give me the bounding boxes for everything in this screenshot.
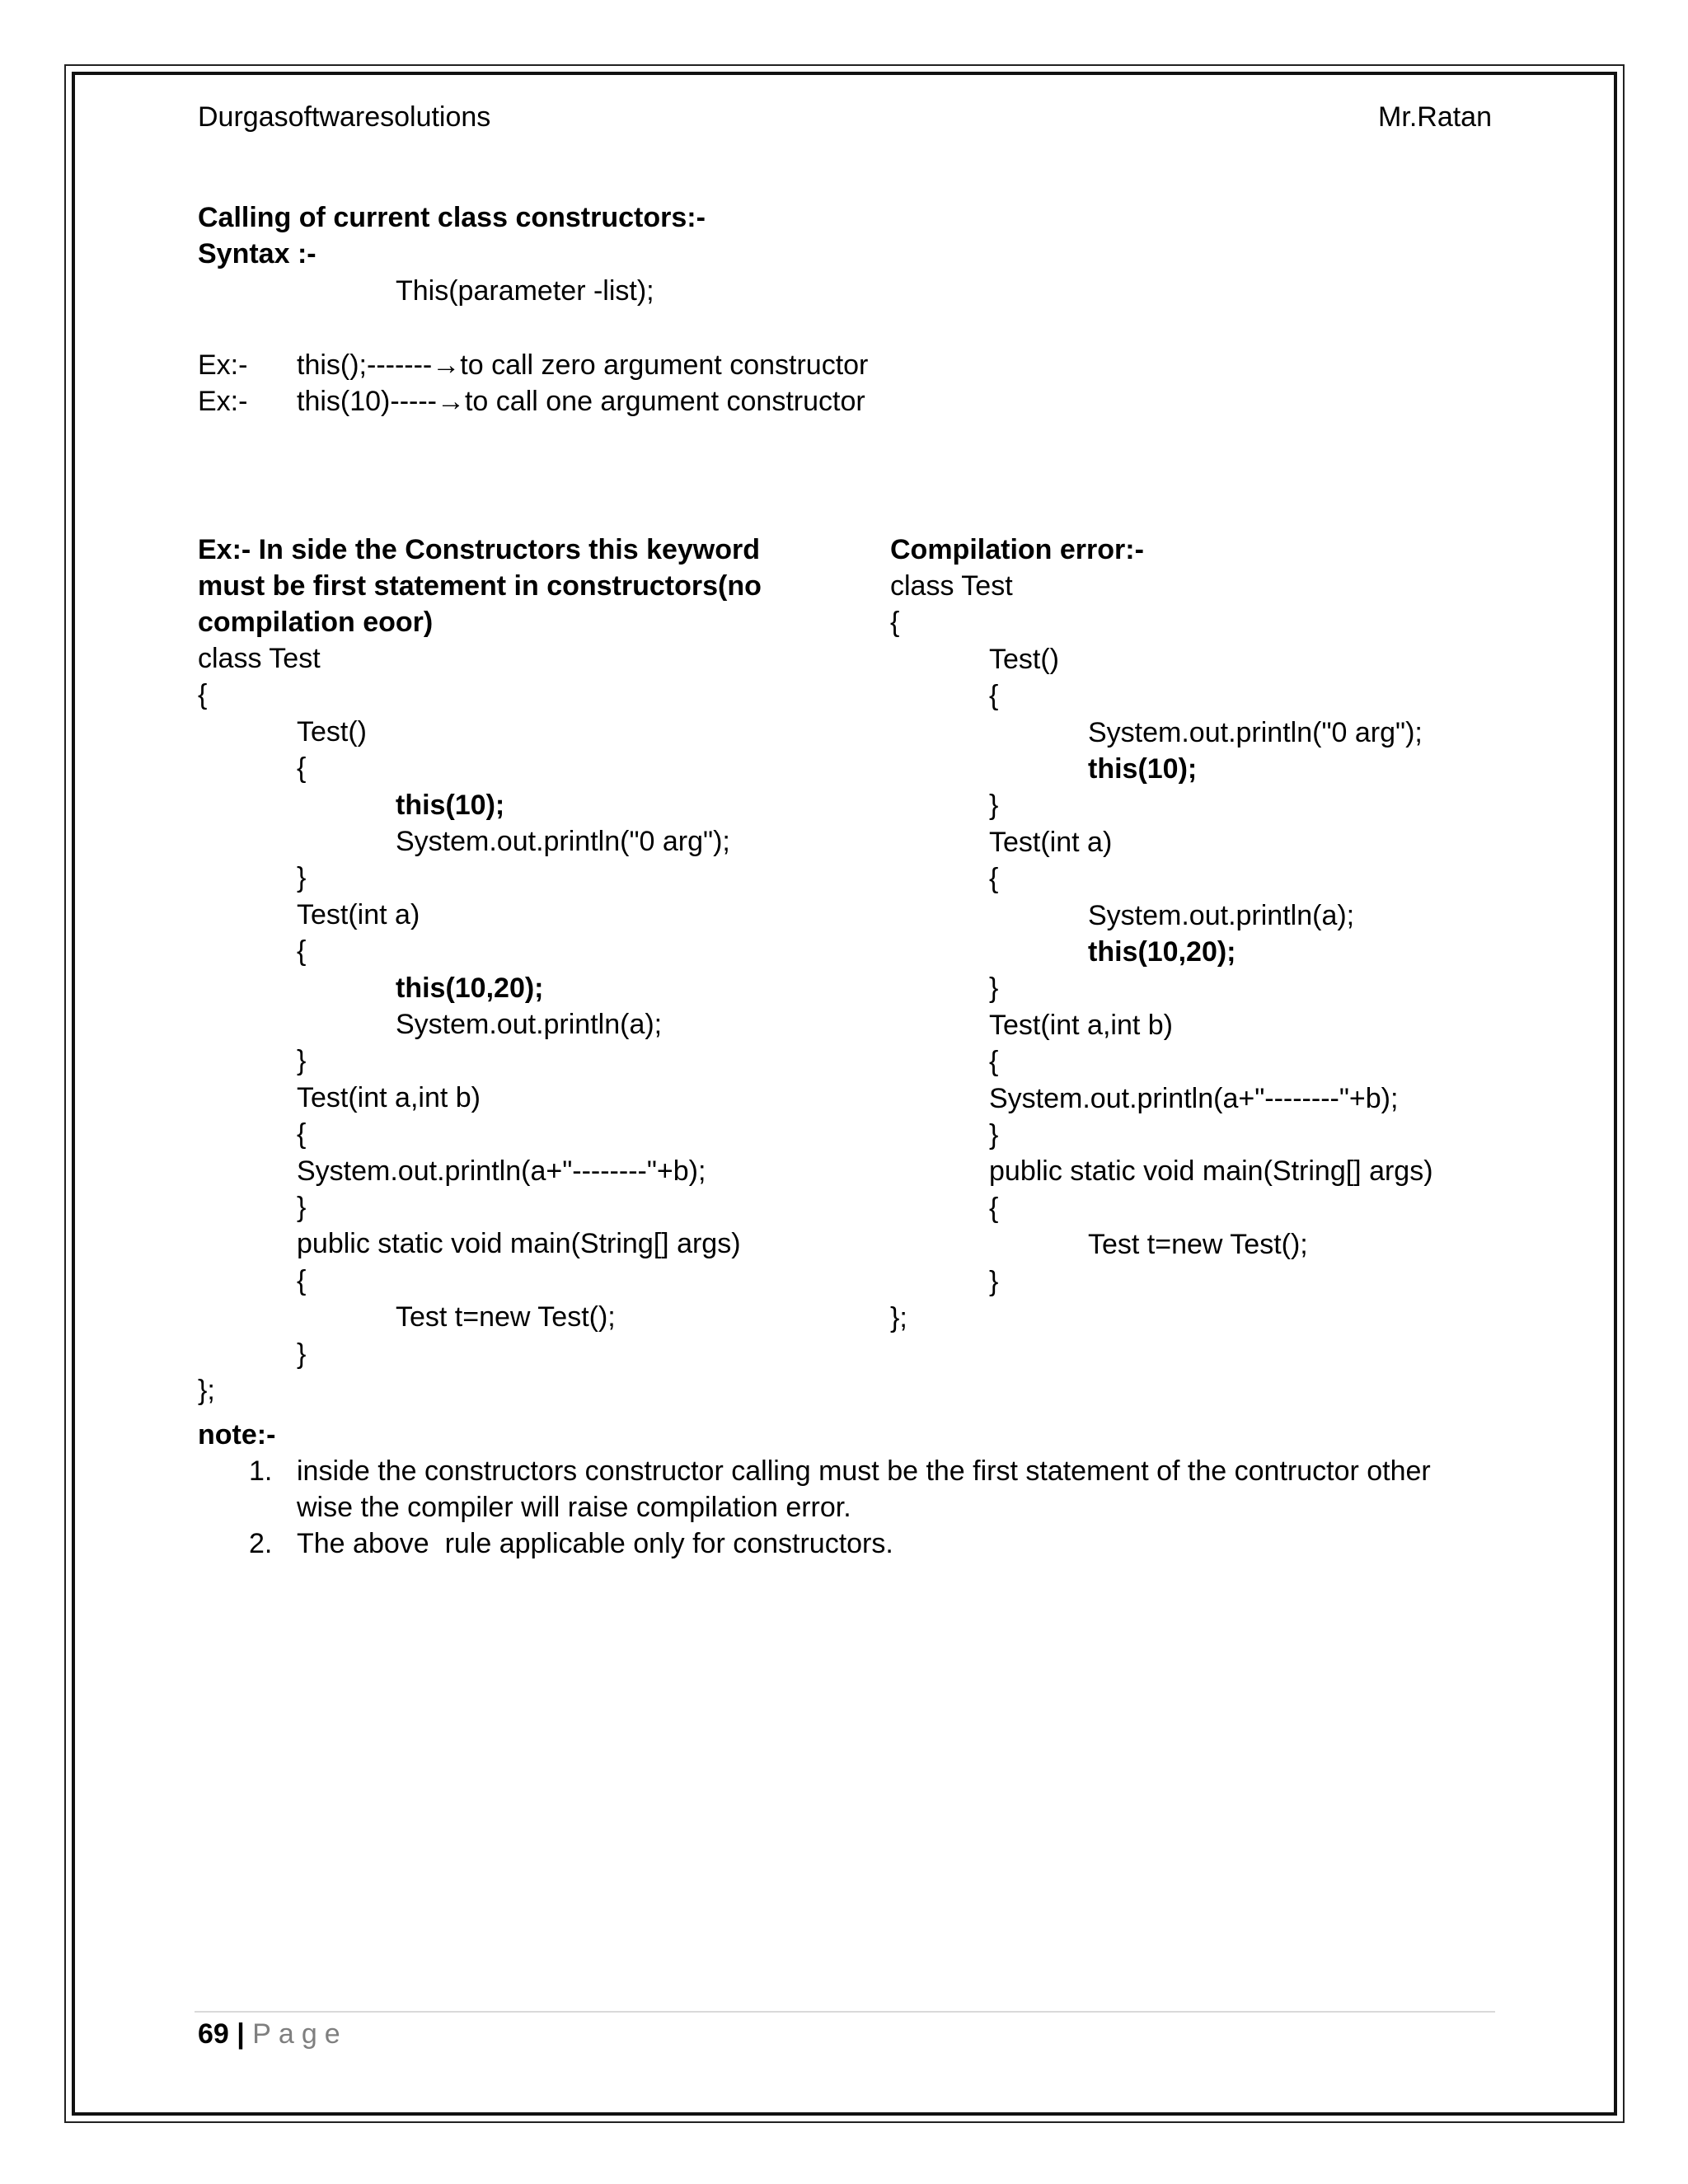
code-line: { <box>989 1192 999 1224</box>
code-line: { <box>297 935 307 968</box>
code-line: Test() <box>297 715 367 748</box>
code-line: System.out.println(a+"--------"+b); <box>989 1082 1399 1114</box>
code-line: Test(int a) <box>297 898 420 930</box>
note-item-number: 2. <box>249 1528 273 1559</box>
note-item-number: 1. <box>249 1455 273 1487</box>
left-example-title: Ex:- In side the Constructors this keyword <box>198 534 761 565</box>
code-line: } <box>297 1338 307 1370</box>
header-left: Durgasoftwaresolutions <box>198 101 491 133</box>
code-line: }; <box>198 1375 215 1406</box>
code-line: this(10,20); <box>396 972 544 1004</box>
example-line <box>297 385 865 418</box>
section-heading: Calling of current class constructors:- <box>198 202 706 233</box>
code-line: } <box>297 1192 307 1223</box>
note-item-text: wise the compiler will raise compilation error. <box>297 1492 851 1523</box>
code-line: { <box>989 680 999 712</box>
code-line: } <box>989 1119 999 1151</box>
page-number: 69 <box>198 2018 229 2050</box>
footer-rule <box>195 2011 1495 2013</box>
code-line: { <box>297 1264 307 1296</box>
page-label: Page <box>252 2018 348 2050</box>
code-line: { <box>297 1118 307 1151</box>
code-line: } <box>297 1045 307 1077</box>
code-line: Test(int a,int b) <box>989 1009 1173 1041</box>
code-line: { <box>989 863 999 895</box>
code-line: System.out.println("0 arg"); <box>1088 716 1423 748</box>
code-line: { <box>989 1046 999 1078</box>
code-line: class Test <box>890 570 1013 602</box>
example-prefix: Ex:- <box>198 386 248 417</box>
arrow-icon: → <box>432 349 461 381</box>
page-footer <box>198 2018 348 2050</box>
code-line: this(10,20); <box>1088 936 1236 968</box>
code-line: }; <box>890 1302 907 1333</box>
code-line: Test(int a,int b) <box>297 1081 481 1113</box>
syntax-label: Syntax :- <box>198 238 316 269</box>
code-line: Test() <box>989 643 1059 675</box>
code-line: } <box>989 790 999 822</box>
code-line: { <box>198 679 208 711</box>
code-line: } <box>989 1265 999 1297</box>
example-code: this(10)----- <box>297 386 437 417</box>
syntax-code: This(parameter -list); <box>396 275 654 307</box>
note-item-text: inside the constructors constructor calling must be the first statement of the contructor other <box>297 1455 1431 1487</box>
header-right: Mr.Ratan <box>1378 101 1492 133</box>
code-line: } <box>989 972 999 1005</box>
code-line: System.out.println(a); <box>396 1009 663 1040</box>
example-text: to call zero argument constructor <box>460 349 869 381</box>
code-line: System.out.println(a); <box>1088 899 1355 931</box>
code-line: { <box>297 752 307 785</box>
note-item-text: The above rule applicable only for constructors. <box>297 1528 893 1559</box>
code-line: System.out.println("0 arg"); <box>396 826 730 857</box>
code-line: System.out.println(a+"--------"+b); <box>297 1155 706 1187</box>
example-line <box>297 349 868 382</box>
code-line: public static void main(String[] args) <box>989 1155 1433 1188</box>
left-example-title: compilation eoor) <box>198 607 434 638</box>
example-text: to call one argument constructor <box>464 386 865 417</box>
arrow-icon: → <box>436 386 465 417</box>
code-line: public static void main(String[] args) <box>297 1228 741 1260</box>
example-code: this();------- <box>297 349 433 381</box>
example-prefix: Ex:- <box>198 349 248 381</box>
note-label: note:- <box>198 1419 276 1451</box>
right-example-title: Compilation error:- <box>890 534 1144 565</box>
page-separator: | <box>237 2018 245 2050</box>
code-line: Test(int a) <box>989 826 1113 858</box>
code-line: Test t=new Test(); <box>396 1301 616 1333</box>
code-line: this(10); <box>396 789 505 821</box>
code-line: Test t=new Test(); <box>1088 1229 1308 1261</box>
code-line: } <box>297 862 307 894</box>
code-line: class Test <box>198 643 321 674</box>
code-line: { <box>890 607 900 639</box>
code-line: this(10); <box>1088 753 1198 785</box>
left-example-title: must be first statement in constructors(no <box>198 570 762 602</box>
